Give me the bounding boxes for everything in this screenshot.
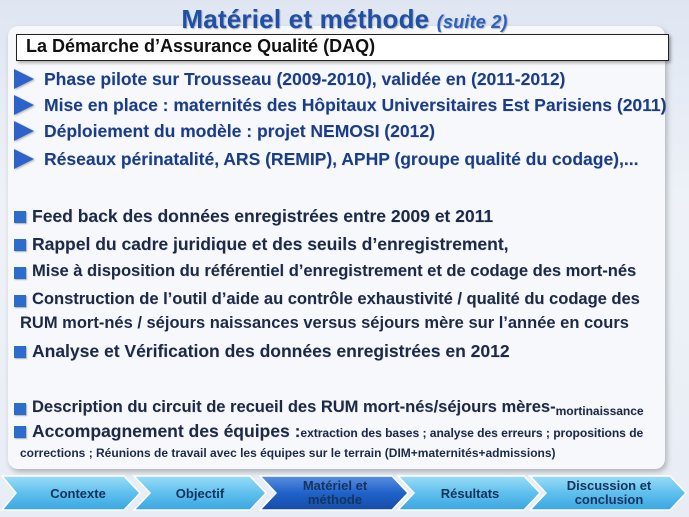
square-bullet-item bbox=[14, 234, 509, 255]
nav-label-text: Résultats bbox=[440, 486, 500, 501]
nav-label-text: Matériel et bbox=[302, 478, 368, 493]
arrow-bullet-text: Déploiement du modèle : projet NEMOSI (2012) bbox=[44, 120, 435, 141]
arrow-bullet-text: Mise en place : maternités des Hôpitaux Universitaires Est Parisiens (2011) bbox=[44, 94, 667, 115]
square-bullet-text-continuation: RUM mort-nés / séjours naissances versus séjours mère sur l’année en cours bbox=[20, 314, 629, 332]
arrow-bullet-item bbox=[14, 118, 435, 144]
nav-label-text: Contexte bbox=[50, 486, 106, 501]
nav-label-materiel-methode[interactable] bbox=[276, 475, 394, 511]
nav-label-contexte[interactable] bbox=[16, 476, 140, 512]
square-bullet-text: Mise à disposition du référentiel d’enregistrement et de codage des mort-nés bbox=[32, 262, 637, 280]
triangle-bullet-icon bbox=[14, 69, 34, 89]
square-bullet-text: Description du circuit de recueil des RUM mort-nés/séjours mères- bbox=[32, 398, 556, 416]
square-bullet-item bbox=[14, 421, 643, 442]
nav-label-resultats[interactable] bbox=[414, 476, 526, 512]
square-bullet-text: Construction de l’outil d’aide au contrôle exhaustivité / qualité du codage des bbox=[32, 290, 640, 308]
square-bullet-item bbox=[14, 206, 493, 227]
triangle-bullet-icon bbox=[14, 149, 34, 169]
square-bullet-icon bbox=[14, 295, 26, 307]
arrow-bullet-text: Phase pilote sur Trousseau (2009-2010), validée en (2011-2012) bbox=[44, 68, 566, 89]
slide-title bbox=[0, 4, 689, 35]
square-bullet-item bbox=[14, 398, 644, 418]
triangle-bullet-icon bbox=[14, 95, 34, 115]
nav-label-text: conclusion bbox=[574, 492, 644, 507]
triangle-bullet-icon bbox=[14, 121, 34, 141]
arrow-bullet-item bbox=[14, 92, 667, 118]
square-bullet-icon bbox=[14, 346, 26, 358]
square-bullet-item bbox=[14, 341, 510, 362]
square-bullet-text: Accompagnement des équipes : bbox=[32, 421, 301, 441]
arrow-bullet-item bbox=[14, 146, 638, 172]
square-bullet-icon bbox=[14, 239, 26, 251]
nav-label-discussion[interactable] bbox=[546, 475, 672, 511]
square-bullet-item bbox=[14, 262, 636, 281]
slide-title-suffix: (suite 2) bbox=[436, 12, 508, 32]
square-bullet-icon bbox=[14, 403, 26, 415]
square-bullet-text-continuation: corrections ; Réunions de travail avec les équipes sur le terrain (DIM+maternités+admissions) bbox=[20, 446, 556, 460]
square-bullet-text: Feed back des données enregistrées entre 2009 et 2011 bbox=[32, 206, 494, 226]
nav-label-objectif[interactable] bbox=[148, 476, 252, 512]
square-bullet-icon bbox=[14, 426, 26, 438]
square-bullet-text: Rappel du cadre juridique et des seuils d’enregistrement, bbox=[32, 234, 509, 254]
square-bullet-small-text: extraction des bases ; analyse des erreurs ; propositions de bbox=[300, 426, 644, 440]
nav-label-text: Objectif bbox=[175, 486, 225, 501]
square-bullet-icon bbox=[14, 267, 26, 279]
arrow-bullet-item bbox=[14, 66, 565, 92]
square-bullet-small-text: mortinaissance bbox=[555, 404, 644, 418]
arrow-bullet-text: Réseaux périnatalité, ARS (REMIP), APHP (groupe qualité du codage),... bbox=[44, 148, 639, 169]
square-bullet-text: Analyse et Vérification des données enregistrées en 2012 bbox=[32, 341, 510, 361]
nav-label-text: méthode bbox=[307, 492, 363, 507]
slide-title-main: Matériel et méthode bbox=[181, 4, 430, 34]
square-bullet-icon bbox=[14, 211, 26, 223]
square-bullet-item bbox=[14, 290, 640, 309]
slide-subtitle: La Démarche d’Assurance Qualité (DAQ) bbox=[26, 36, 376, 56]
nav-label-text: Discussion et bbox=[566, 478, 652, 493]
